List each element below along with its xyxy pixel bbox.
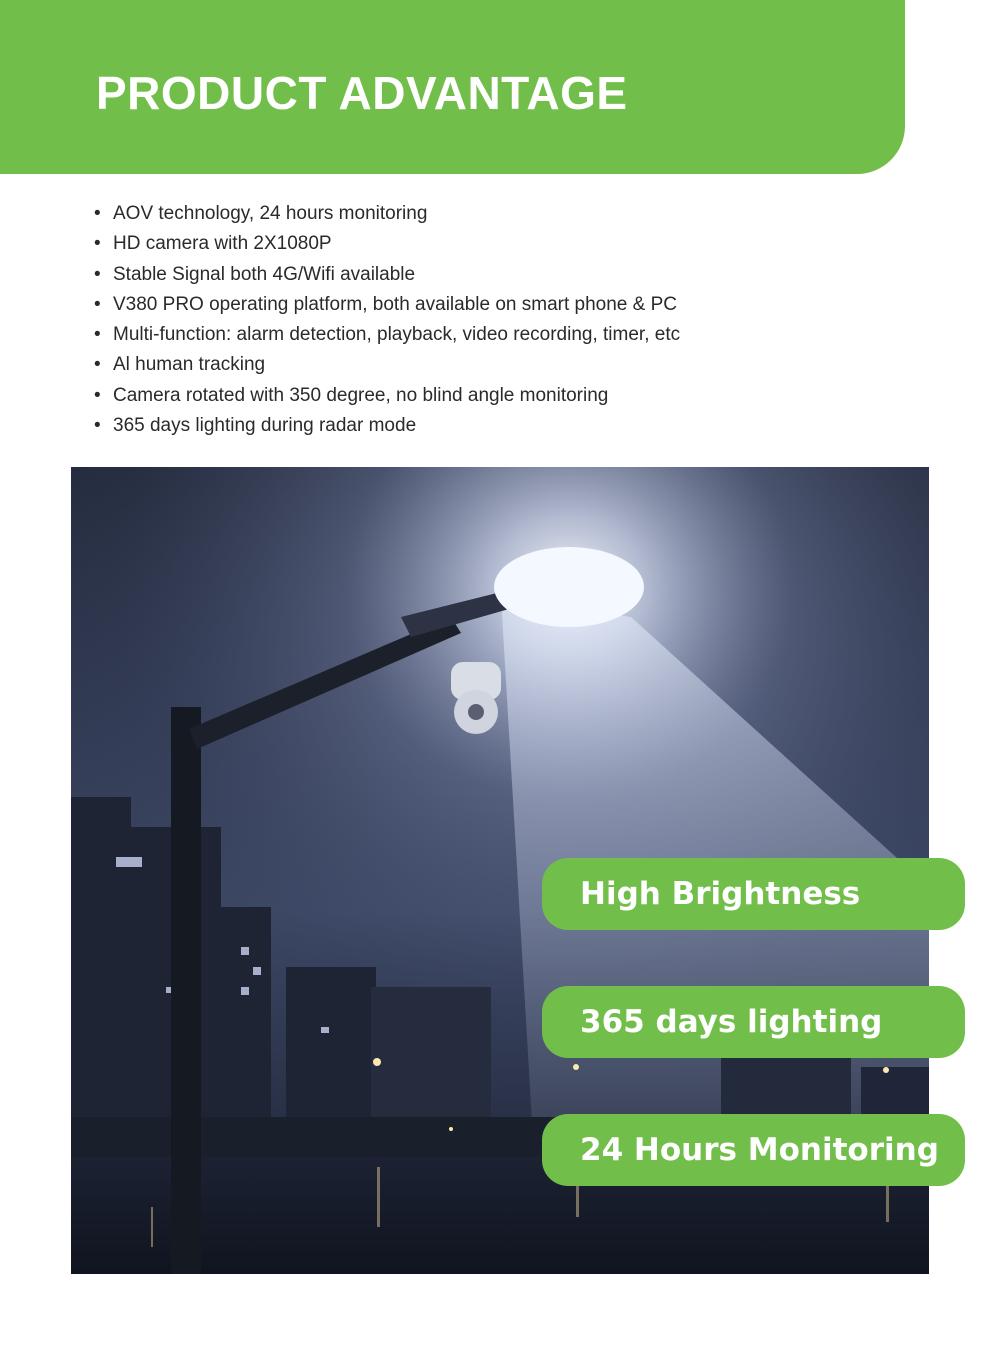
page-title: PRODUCT ADVANTAGE [96, 67, 628, 119]
feature-item [94, 260, 680, 290]
bullet: • [94, 415, 101, 437]
feature-list [94, 199, 680, 441]
feature-text: AOV technology, 24 hours monitoring [113, 203, 428, 224]
highlight-365-days-lighting: 365 days lighting [542, 986, 965, 1058]
feature-text: Camera rotated with 350 degree, no blind angle monitoring [113, 384, 609, 406]
feature-item [94, 229, 680, 259]
feature-text: Multi-function: alarm detection, playback, video recording, timer, etc [113, 324, 681, 346]
feature-text: Al human tracking [113, 354, 266, 376]
feature-text: 365 days lighting during radar mode [113, 415, 417, 437]
bullet: • [94, 384, 101, 406]
bullet: • [94, 233, 101, 255]
feature-item [94, 199, 680, 229]
bullet: • [94, 263, 101, 285]
bullet: • [94, 293, 101, 315]
feature-text: HD camera with 2X1080P [113, 233, 332, 255]
highlight-high-brightness: High Brightness [542, 858, 965, 930]
feature-item [94, 320, 680, 350]
feature-item [94, 350, 680, 380]
feature-item [94, 290, 680, 320]
highlight-24-hours-monitoring: 24 Hours Monitoring [542, 1114, 965, 1186]
bullet: • [94, 354, 101, 376]
header-band [0, 0, 905, 174]
bullet: • [94, 324, 101, 346]
bullet: • [94, 203, 101, 224]
street-pole [171, 707, 201, 1274]
feature-item [94, 381, 680, 411]
feature-text: V380 PRO operating platform, both available on smart phone & PC [113, 293, 677, 315]
lamp-head [494, 547, 644, 627]
camera [451, 662, 501, 734]
feature-item [94, 411, 680, 441]
feature-text: Stable Signal both 4G/Wifi available [113, 263, 416, 285]
